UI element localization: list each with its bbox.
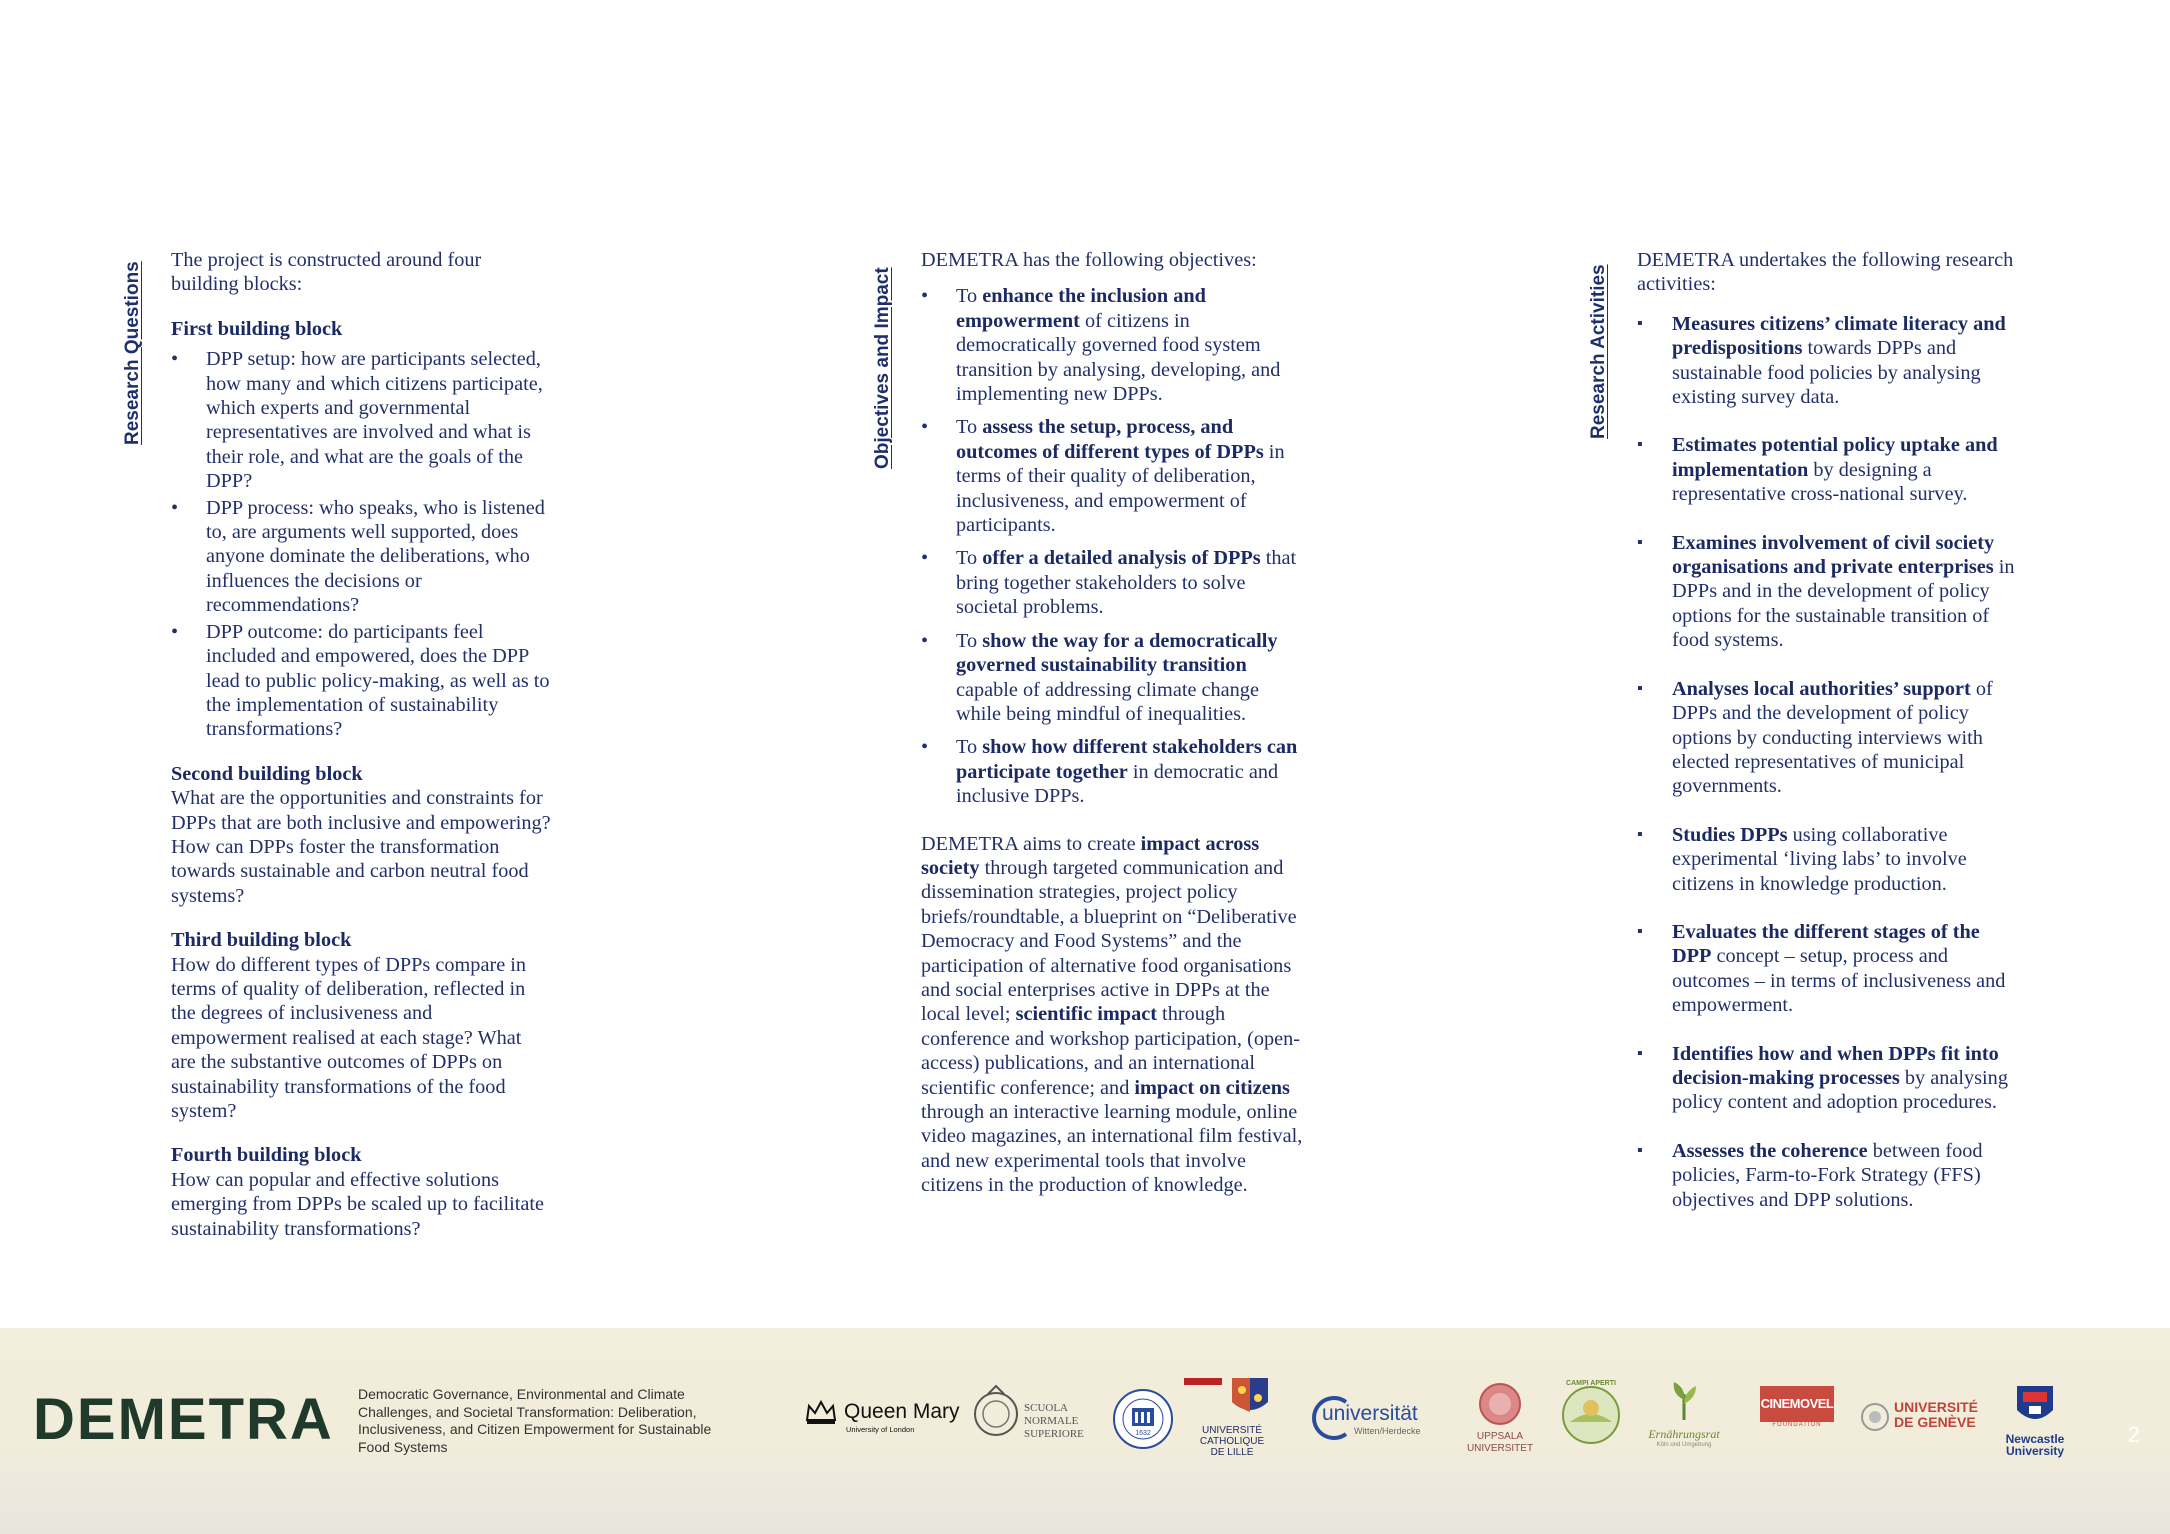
- lille-text: UNIVERSITÉ CATHOLIQUE DE LILLE: [1199, 1425, 1265, 1458]
- objectives-list: [921, 284, 1307, 808]
- lille-logo: [1184, 1376, 1280, 1458]
- list-item: • To assess the setup, process, and outcomes of different types of DPPs in terms of their quality of deliberation, inclusiveness, and empowerment of participants.: [921, 415, 1307, 537]
- crown-icon: [804, 1398, 838, 1426]
- leaf-icon: [1664, 1380, 1704, 1422]
- list-item: • To show how different stakeholders can participate together in democratic and inclusive DPPs.: [921, 735, 1307, 808]
- block2-text: What are the opportunities and constraints for DPPs that are both inclusive and empowering? How can DPPs foster the transformation towards sustainable and carbon neutral food systems?: [171, 787, 551, 907]
- cine-sub: FOUNDATION: [1772, 1422, 1822, 1428]
- newcastle-text: Newcastle University: [2005, 1432, 2065, 1458]
- ernaehrungsrat-logo: [1644, 1380, 1724, 1448]
- tartu-seal-icon: [1112, 1388, 1174, 1450]
- qm-name: Queen Mary: [844, 1400, 960, 1423]
- list-item: ▪ Studies DPPs using collaborative experimental ‘living labs’ to involve citizens in knowledge production.: [1637, 823, 2017, 896]
- uppsala-seal-icon: [1478, 1382, 1522, 1426]
- list-item: ▪ Identifies how and when DPPs fit into decision-making processes by analysing policy content and adoption procedures.: [1637, 1042, 2017, 1115]
- tartu-logo: [1112, 1388, 1174, 1450]
- cinemovel-logo: [1760, 1386, 1834, 1428]
- research-questions-column: [171, 248, 551, 1241]
- newcastle-crest-icon: [2015, 1384, 2055, 1428]
- geneve-text: UNIVERSITÉ DE GENÈVE: [1894, 1399, 1979, 1430]
- uppsala-logo: [1460, 1382, 1540, 1455]
- uppsala-text: UPPSALA UNIVERSITET: [1466, 1431, 1534, 1454]
- list-item: ▪ Estimates potential policy uptake and implementation by designing a representative cross-national survey.: [1637, 433, 2017, 506]
- page-number: 2: [2127, 1422, 2140, 1447]
- list-item: ▪ Examines involvement of civil society organisations and private enterprises in DPPs and in the development of policy options for the sustainable transition of food systems.: [1637, 531, 2017, 653]
- block1-title: First building block: [171, 317, 343, 340]
- sns-text: SCUOLA NORMALE SUPERIORE: [1024, 1402, 1084, 1440]
- tartu-year: 1632: [1135, 1430, 1151, 1437]
- newcastle-logo: [1998, 1384, 2072, 1457]
- list-item: ▪ Assesses the coherence between food policies, Farm-to-Fork Strategy (FFS) objectives and DPP solutions.: [1637, 1139, 2017, 1212]
- col1-intro: The project is constructed around four building blocks:: [171, 249, 482, 296]
- block4-title: Fourth building block: [171, 1144, 362, 1167]
- sns-crest-icon: [972, 1384, 1020, 1446]
- activities-list: [1637, 312, 2017, 1212]
- col2-intro: DEMETRA has the following objectives:: [921, 249, 1257, 271]
- list-item: ▪ Analyses local authorities’ support of DPPs and the development of policy options by conducting interviews with elected representatives of municipal governments.: [1637, 677, 2017, 799]
- witten-sub: Witten/Herdecke: [1354, 1426, 1421, 1436]
- cine-name: CINEMOVEL: [1760, 1396, 1834, 1411]
- col3-intro: DEMETRA undertakes the following research activities:: [1637, 249, 2014, 296]
- list-item: • To enhance the inclusion and empowerment of citizens in democratically governed food system transition by analysing, developing, and implementing new DPPs.: [921, 284, 1307, 406]
- block3-text: How do different types of DPPs compare in terms of quality of deliberation, reflected in the degrees of inclusiveness and empowerment realised at each stage? What are the substantive outcomes of DPPs on sustainability transformations of the food system?: [171, 953, 527, 1122]
- objectives-impact-column: [921, 248, 1307, 1198]
- ern-name: Ernährungsrat: [1648, 1427, 1720, 1441]
- list-item: • DPP outcome: do participants feel included and empowered, does the DPP lead to public policy-making, as well as to the implementation of sustainability transformations?: [171, 620, 551, 742]
- research-activities-column: [1637, 248, 2017, 1236]
- campi-aperti-icon: [1560, 1384, 1622, 1446]
- list-item: • DPP process: who speaks, who is listened to, are arguments well supported, does anyone dominate the deliberations, who influences the decisions or recommendations?: [171, 496, 551, 618]
- ern-sub: Köln und Umgebung: [1656, 1442, 1712, 1448]
- list-item: • To offer a detailed analysis of DPPs that bring together stakeholders to solve societal problems.: [921, 546, 1307, 619]
- campi-aperti-text: CAMPI APERTI: [1566, 1380, 1616, 1387]
- block1-list: [171, 347, 551, 742]
- block2-title: Second building block: [171, 762, 363, 785]
- research-activities-label: Research Activities: [1588, 264, 1609, 439]
- campi-aperti-logo: [1560, 1380, 1622, 1451]
- list-item: ▪ Evaluates the different stages of the DPP concept – setup, process and outcomes – in terms of inclusiveness and empowerment.: [1637, 920, 2017, 1018]
- list-item: • DPP setup: how are participants selected, how many and which citizens participate, which experts and governmental representatives are involved and what is their role, and what are the goals of the DPP?: [171, 347, 551, 493]
- block4-text: How can popular and effective solutions emerging from DPPs be scaled up to facilitate sustainability transformations?: [171, 1168, 545, 1240]
- objectives-impact-label: Objectives and Impact: [872, 267, 893, 469]
- research-questions-label: Research Questions: [122, 261, 143, 445]
- block3-title: Third building block: [171, 929, 352, 952]
- list-item: ▪ Measures citizens’ climate literacy and predispositions towards DPPs and sustainable food policies by analysing existing survey data.: [1637, 312, 2017, 410]
- demetra-logo: DEMETRA: [33, 1387, 334, 1452]
- footer-band: [0, 1328, 2170, 1534]
- geneve-seal-icon: [1860, 1402, 1890, 1432]
- qm-sub: University of London: [846, 1425, 915, 1434]
- lille-shield-icon: [1184, 1376, 1280, 1420]
- list-item: • To show the way for a democratically governed sustainability transition capable of addressing climate change while being mindful of inequalities.: [921, 629, 1307, 727]
- impact-paragraph: DEMETRA aims to create impact across society through targeted communication and dissemination strategies, project policy briefs/roundtable, a blueprint on “Deliberative Democracy and Food Systems” and the participation of alternative food organisations and social enterprises active in DPPs at the local level; scientific impact through conference and workshop participation, (open-access) publications, and an international scientific conference; and impact on citizens through an interactive learning module, online video magazines, an international film festival, and new experimental tools that involve citizens in the production of knowledge.: [921, 832, 1303, 1197]
- project-tagline: Democratic Governance, Environmental and Climate Challenges, and Societal Transformation: Deliberation, Inclusiveness, and Citizen Empowerment for Sustainable Food Systems: [358, 1386, 712, 1455]
- witten-name: universität: [1322, 1402, 1418, 1425]
